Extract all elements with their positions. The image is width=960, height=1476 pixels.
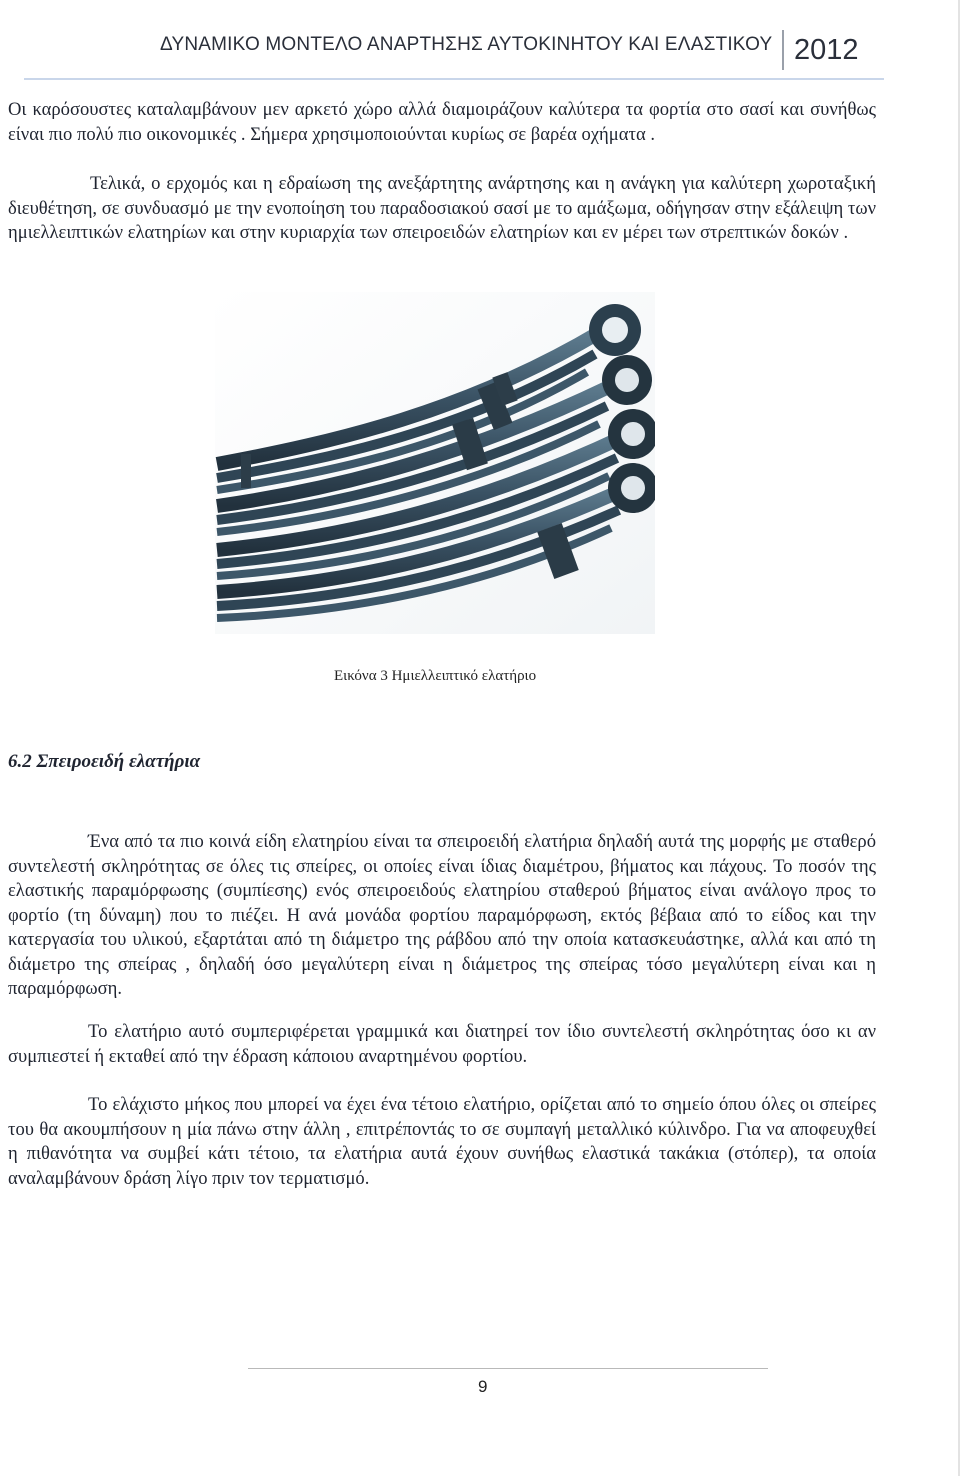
paragraph-2: Τελικά, ο ερχομός και η εδραίωση της ανεξάρτητης ανάρτησης και η ανάγκη για καλύτερη χωροταξική διευθέτηση, σε συνδυασμό με την ενοποίηση του παραδοσιακού σασί με το αμάξωμα, οδήγησαν στην εξάλειψη των ημιελλειπτικών ελατηρίων και στην κυριαρχία των σπειροειδών ελατηρίων και εν μέρει των στρεπτικών δοκών . <box>8 173 876 243</box>
paragraph-1: Οι καρόσουστες καταλαμβάνουν μεν αρκετό χώρο αλλά διαμοιράζουν καλύτερα τα φορτία στο σασί και συνήθως είναι πιο πολύ πιο οικονομικές . Σήμερα χρησιμοποιούνται κυρίως σε βαρέα οχήματα . <box>8 99 876 145</box>
paragraph-4: Το ελατήριο αυτό συμπεριφέρεται γραμμικά και διατηρεί τον ίδιο συντελεστή σκληρότητας όσο κι αν συμπιεστεί ή εκταθεί από την έδραση κάποιου αναρτημένου φορτίου. <box>8 1021 876 1067</box>
leaf-spring-photo-icon <box>215 292 655 634</box>
page-number: 9 <box>478 1377 488 1396</box>
header-rule <box>24 78 884 80</box>
section-heading: 6.2 Σπειροειδή ελατήρια <box>8 751 201 772</box>
footer-rule <box>248 1368 768 1369</box>
paragraph-5: Το ελάχιστο μήκος που μπορεί να έχει ένα τέτοιο ελατήριο, ορίζεται από το σημείο όπου όλες οι σπείρες του θα ακουμπήσουν η μία πάνω στην άλλη , επιτρέποντάς το σε συμπαγή μεταλλικό κύλινδρο. Για να αποφευχθεί η πιθανότητα να συμβεί κάτι τέτοιο, τα ελατήρια αυτά έχουν συνήθως ελαστικά τακάκια (στόπερ), τα οποία αναλαμβάνουν δράση λίγο πριν τον τερματισμό. <box>8 1094 876 1189</box>
figure-caption: Εικόνα 3 Ημιελλειπτικό ελατήριο <box>334 668 537 684</box>
leaf-spring-figure <box>215 292 655 634</box>
running-header-title: ΔΥΝΑΜΙΚΟ ΜΟΝΤΕΛΟ ΑΝΑΡΤΗΣΗΣ ΑΥΤΟΚΙΝΗΤΟΥ ΚΑΙ ΕΛΑΣΤΙΚΟΥ <box>160 34 773 55</box>
header-divider <box>782 30 784 70</box>
running-header-year: 2012 <box>794 34 859 66</box>
paragraph-3: Ένα από τα πιο κοινά είδη ελατηρίου είναι τα σπειροειδή ελατήρια δηλαδή αυτά της μορφής με σταθερό συντελεστή σκληρότητας σε όλες τις σπείρες, οι οποίες είναι ίδιας διαμέτρου, βήματος και πάχους. Το ποσόν της ελαστικής παραμόρφωσης (συμπίεσης) ενός σπειροειδούς ελατηρίου σταθερού βήματος είναι ανάλογο προς το φορτίο (τη δύναμη) που το πιέζει. Η ανά μονάδα φορτίου παραμόρφωση, εκτός βέβαια από το είδος και την κατεργασία του υλικού, εξαρτάται από τη διάμετρο της ράβδου από την οποία κατασκευάστηκε, αλλά και από τη διάμετρο της σπείρας , δηλαδή όσο μεγαλύτερη είναι η διάμετρος της σπείρας τόσο μεγαλύτερη είναι και η παραμόρφωση. <box>8 831 876 999</box>
